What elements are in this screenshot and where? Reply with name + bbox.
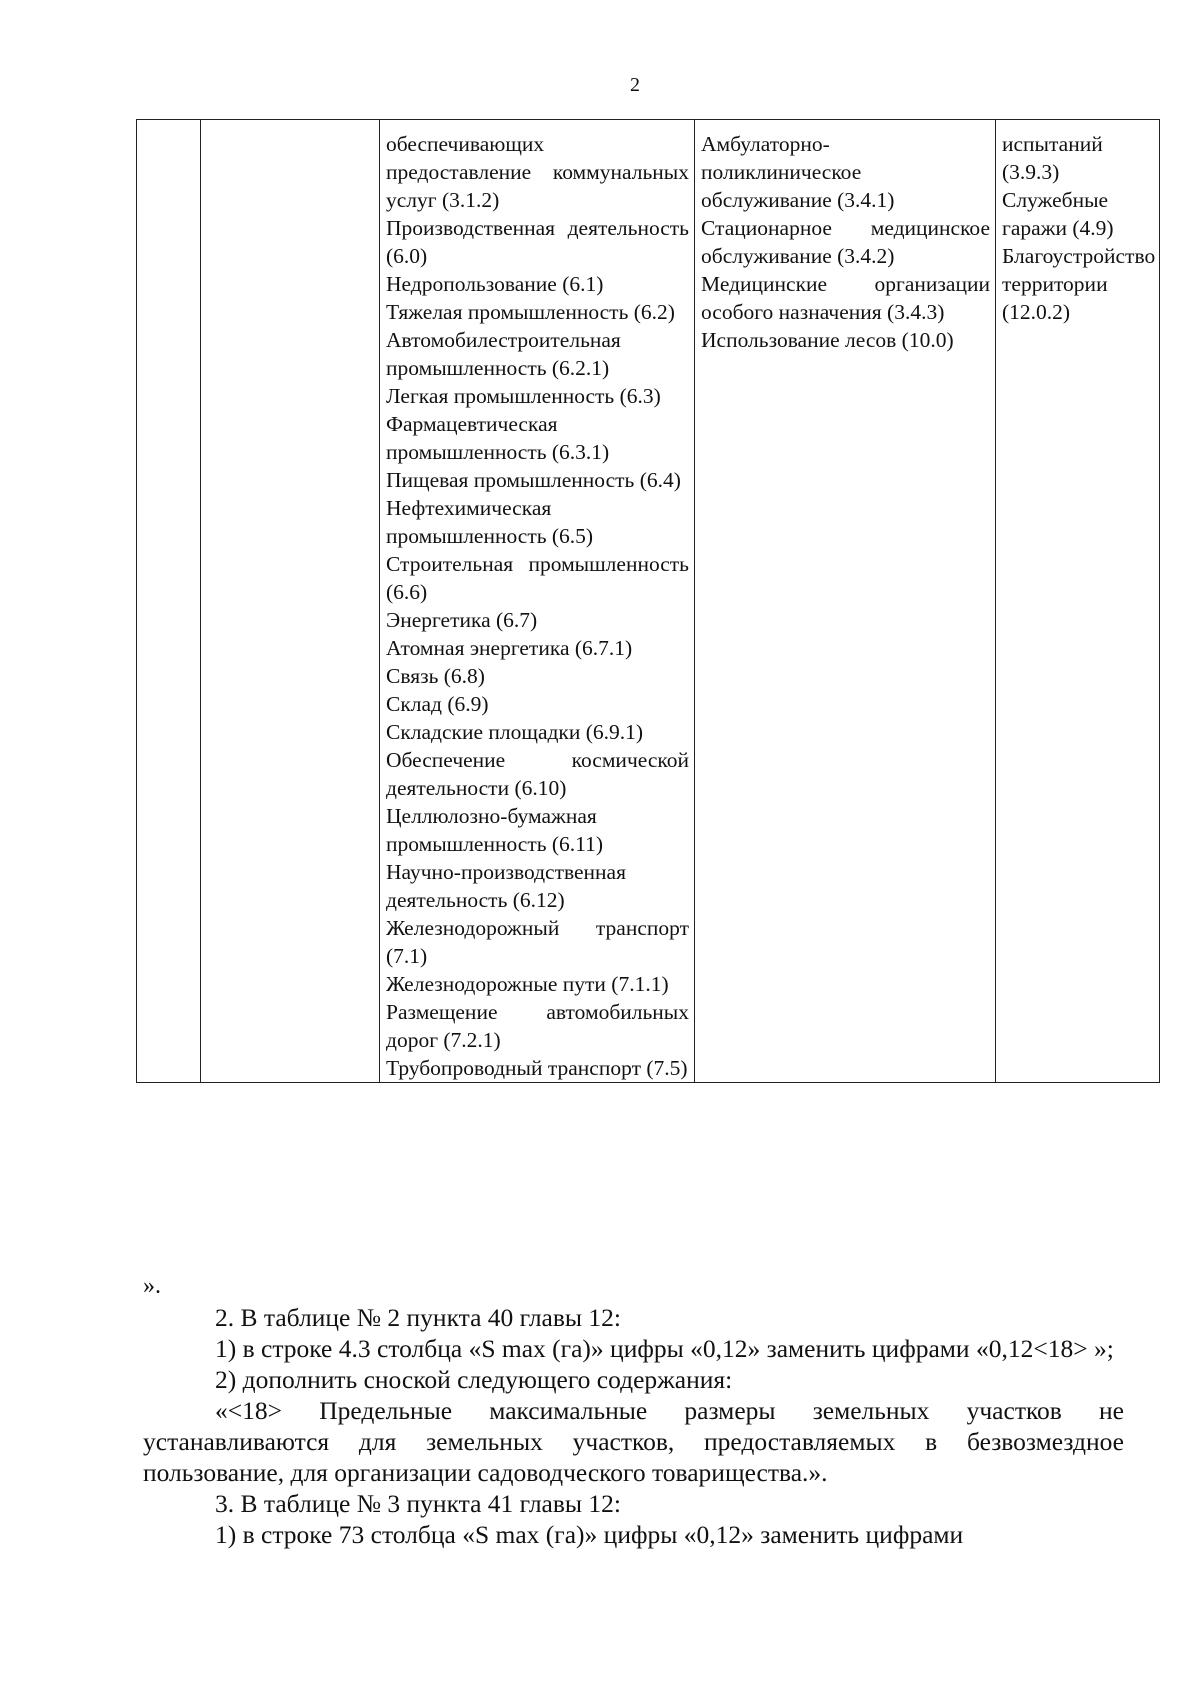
paragraph: 1) в строке 73 столбца «S max (га)» цифры «0,12» заменить цифрами (215, 1520, 964, 1549)
list-item: Строительная промышленность (6.6) (386, 552, 689, 604)
paragraph: 3. В таблице № 3 пункта 41 главы 12: (215, 1489, 621, 1518)
table-row (137, 120, 1160, 1083)
table-cell-zone (201, 120, 380, 1083)
paragraph: «<18> Предельные максимальные размеры земельных участков не устанавливаются для земельных участков, предоставляемых в безвозмездное пользование, для организации садоводческого товарищества.». (143, 1396, 1124, 1487)
list-item: Недропользование (6.1) (386, 272, 604, 296)
list-item: Атомная энергетика (6.7.1) (386, 636, 633, 660)
list-item: Научно-производственная деятельность (6.12) (386, 860, 626, 912)
list-item: Автомобилестроительная промышленность (6.2.1) (386, 328, 621, 380)
list-item: Легкая промышленность (6.3) (386, 384, 661, 408)
land-use-table (136, 119, 1160, 1083)
list-item: Производственная деятельность (6.0) (386, 216, 689, 268)
list-item: Благоустройство территории (12.0.2) (1002, 244, 1156, 324)
list-item: Связь (6.8) (386, 664, 485, 688)
list-item: Склад (6.9) (386, 692, 489, 716)
table-cell-auxiliary-uses (996, 120, 1160, 1083)
list-item: Фармацевтическая промышленность (6.3.1) (386, 412, 610, 464)
list-item: Складские площадки (6.9.1) (386, 720, 644, 744)
list-item: Железнодорожные пути (7.1.1) (386, 972, 669, 996)
list-item: испытаний (3.9.3) (1002, 132, 1103, 184)
paragraph: 2) дополнить сноской следующего содержания: (215, 1365, 733, 1394)
amendment-text (143, 1302, 1124, 1550)
list-item: Обеспечение космической деятельности (6.10) (386, 748, 689, 800)
table-cell-conditional-uses (695, 120, 996, 1083)
list-item: Трубопроводный транспорт (7.5) (386, 1056, 688, 1080)
page-number: 2 (630, 74, 640, 96)
list-item: обеспечивающих предоставление коммунальных услуг (3.1.2) (386, 132, 689, 212)
list-item: Служебные гаражи (4.9) (1002, 188, 1114, 240)
list-item: Использование лесов (10.0) (701, 328, 954, 352)
list-item: Размещение автомобильных дорог (7.2.1) (386, 1000, 689, 1052)
list-item: Стационарное медицинское обслуживание (3.4.2) (701, 216, 990, 268)
list-item: Энергетика (6.7) (386, 608, 538, 632)
list-item: Целлюлозно-бумажная промышленность (6.11) (386, 804, 604, 856)
list-item: Амбулаторно-поликлиническое обслуживание (3.4.1) (701, 132, 895, 212)
closing-quote: ». (143, 1273, 161, 1299)
table-cell-number (137, 120, 201, 1083)
list-item: Тяжелая промышленность (6.2) (386, 300, 675, 324)
list-item: Медицинские организации особого назначения (3.4.3) (701, 272, 990, 324)
paragraph: 2. В таблице № 2 пункта 40 главы 12: (215, 1303, 621, 1332)
table-cell-main-uses (380, 120, 695, 1083)
list-item: Железнодорожный транспорт (7.1) (386, 916, 689, 968)
list-item: Пищевая промышленность (6.4) (386, 468, 681, 492)
list-item: Нефтехимическая промышленность (6.5) (386, 496, 594, 548)
paragraph: 1) в строке 4.3 столбца «S max (га)» цифры «0,12» заменить цифрами «0,12<18> »; (215, 1334, 1114, 1363)
